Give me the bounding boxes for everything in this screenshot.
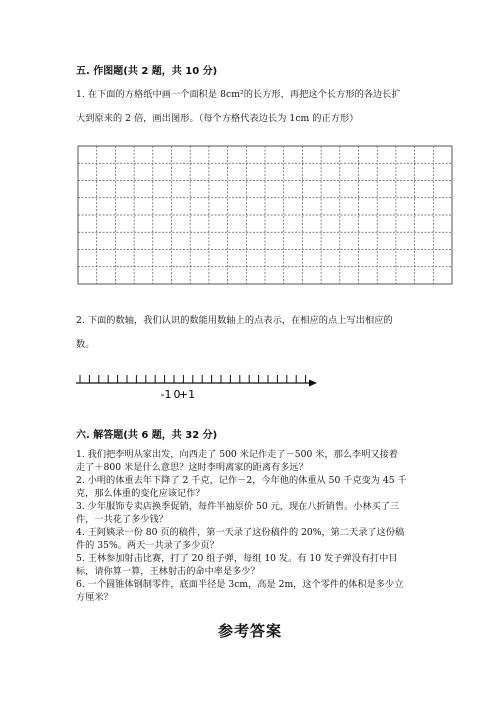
q6-5-line-2: 标，请你算一算，王林射击的命中率是多少？ (76, 566, 260, 577)
q6-4-line-1: 4. 王阿姨录一份 80 页的稿件，第一天录了这份稿件的 20%，第二天录了这份稿 (76, 527, 405, 538)
numline-label-pos1: +1 (178, 388, 196, 401)
square-grid-paper[interactable] (77, 145, 453, 285)
q6-4-line-2: 件的 35%。两天一共录了多少页？ (76, 540, 219, 551)
q6-2-line-1: 2. 小明的体重去年下降了 2 千克，记作－2，今年他的体重从 50 千克变为 45 千 (76, 475, 407, 486)
section-6-heading: 六. 解答题(共 6 题，共 32 分) (76, 430, 218, 441)
q6-1-line-2: 走了＋800 米是什么意思？这时李明离家的距离有多远？ (76, 462, 308, 473)
q5-2-line-1: 2. 下面的数轴，我们认识的数能用数轴上的点表示，在相应的点上写出相应的 (76, 315, 393, 326)
q6-6-line-2: 方厘米？ (76, 592, 113, 603)
q5-1-line-1: 1. 在下面的方格纸中画一个面积是 8cm²的长方形，再把这个长方形的各边长扩 (76, 89, 401, 100)
section-5-heading: 五. 作图题(共 2 题，共 10 分) (76, 66, 218, 77)
answers-title: 参考答案 (217, 622, 282, 640)
numline-label-neg1: -1 (160, 388, 172, 401)
number-line (76, 368, 326, 404)
q6-6-line-1: 6. 一个圆锥体钢制零件，底面半径是 3cm，高是 2m，这个零件的体积是多少立 (76, 579, 404, 590)
q6-2-line-2: 克，那么体重的变化应该记作？ (76, 488, 205, 499)
q6-1-line-1: 1. 我们把李明从家出发，向西走了 500 米记作走了－500 米，那么李明又接着 (76, 449, 398, 460)
numline-label-0: 0 (173, 388, 181, 401)
q6-5-line-1: 5. 王林参加射击比赛，打了 20 组子弹，每组 10 发。有 10 发子弹没有打中目 (76, 553, 398, 564)
q5-2-line-2: 数。 (76, 339, 95, 350)
q6-3-line-1: 3. 少年服饰专卖店换季促销，每件半袖原价 50 元，现在八折销售。小林买了三 (76, 501, 400, 512)
q5-1-line-2: 大到原来的 2 倍，画出图形。（每个方格代表边长为 1cm 的正方形） (76, 113, 359, 124)
q6-3-line-2: 件，一共花了多少钱？ (76, 514, 168, 525)
